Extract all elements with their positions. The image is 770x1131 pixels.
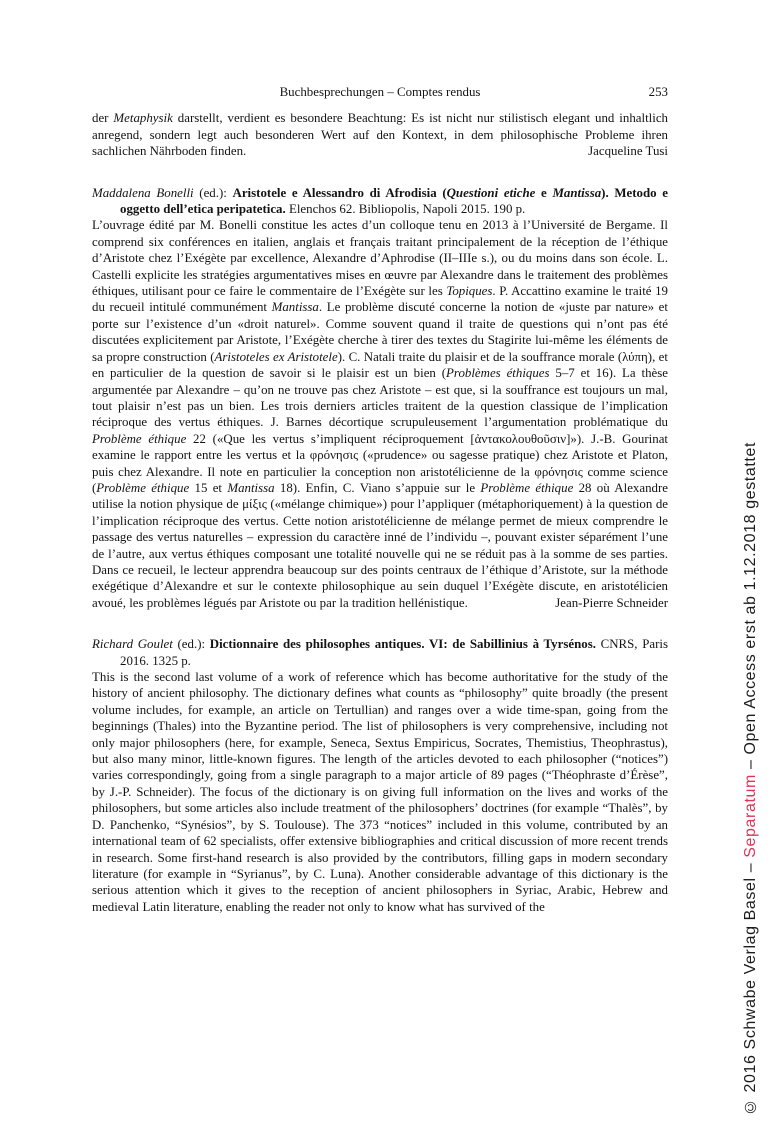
section-intro-review-end — [92, 110, 668, 159]
section-review-goulet — [92, 636, 668, 915]
page-number: 253 — [648, 85, 668, 99]
intro-paragraph: der Metaphysik darstellt, verdient es besondere Beachtung: Es ist nicht nur stilistisch elegant und inhaltlich anregend, sondern legt auch besonderen Wert auf den Kontext, in dem philosophische Probleme ihren sachlichen Nährboden finden. — [92, 111, 668, 159]
review-body-bonelli: L’ouvrage édité par M. Bonelli constitue les actes d’un colloque tenu en 2013 à l’Université de Bergame. Il comprend six conférences en italien, anglais et français traitant principalement de la réception de l’éthique d’Aristote chez l’Exégète par excellence, Alexandre d’Aphrodise (II–IIIe s.), ou du moins dans son école. L. Castelli explicite les stratégies argumentatives mises en œuvre par Alexandre dans le traitement des problèmes éthiques, utilisant pour ce faire le commentaire de l’Exégète sur les Topiques. P. Accattino examine le traité 19 du recueil intitulé communément Mantissa. Le problème discuté concerne la notion de «juste par nature» et porte sur l’existence d’un «droit naturel». Comme souvent quand il traite de questions qui n’ont pas été discutées explicitement par Aristote, l’Exégète cherche à tirer des textes du Stagirite lui-même les éléments de sa propre construction (Aristoteles ex Aristotele). C. Natali traite du plaisir et de la souffrance morale (λύπη), et en particulier de la question de savoir si le plaisir est un bien (Problèmes éthiques 5–7 et 16). La thèse argumentée par Alexandre – qu’on ne trouve pas chez Aristote – est que, si la souffrance est toujours un mal, tout plaisir n’est pas un bien. Les trois derniers articles traitent de la question classique de l’implication réciproque des vertus éthiques. J. Barnes décortique scrupuleusement l’argumentation problématique du Problème éthique 22 («Que les vertus s’impliquent réciproquement [ἀντακολουθοῦσιν]»). J.-B. Gourinat examine le rapport entre les vertus et la φρόνησις («prudence» ou sagesse pratique) chez Aristote et Platon, puis chez Alexandre. Il note en particulier la conception non aristotélicienne de la φρόνησις comme science (Problème éthique 15 et Mantissa 18). Enfin, C. Viano s’appuie sur le Problème éthique 28 où Alexandre utilise la notion physique de μίξις («mélange chimique») pour l’appliquer (métaphoriquement) à la question de l’implication réciproque des vertus. Cette notion aristotélicienne de mélange permet de mieux comprendre le passage des vertus naturelles – expression du caractère inné de l’individu –, pouvant exister séparément l’une de l’autre, aux vertus éthiques composant une totalité nouvelle qui ne se réduit pas à la somme de ses parties. Dans ce recueil, le lecteur apprendra beaucoup sur des points centraux de l’éthique d’Aristote, sur la méthode exégétique d’Alexandre et sur le contexte philosophique au sein duquel l’Exégète discute, en aristotélicien avoué, les problèmes légués par Aristote ou par la tradition hellénistique. — [92, 218, 669, 610]
page-content — [92, 84, 668, 915]
copyright-sidebar-separatum: Separatum — [742, 773, 759, 858]
reviewer-signature: Jacqueline Tusi — [588, 144, 668, 159]
section-review-bonelli — [92, 185, 668, 612]
running-header-title: Buchbesprechungen – Comptes rendus — [279, 85, 481, 99]
review-heading-bonelli: Maddalena Bonelli (ed.): Aristotele e Alessandro di Afrodisia (Questioni etiche e Mantissa). Metodo e oggetto dell’etica peripatetica. Elenchos 62. Bibliopolis, Napoli 2015. 190 p. — [92, 185, 668, 217]
review-body-goulet: This is the second last volume of a work of reference which has become authoritative for the study of the history of ancient philosophy. The dictionary defines what counts as “philosophy” quite broadly (the present volume includes, for example, an article on Tertullian) and ranges over a wide time-span, going from the beginnings (Thales) into the Byzantine period. The list of philosophers is very comprehensive, including not only major philosophers (here, for example, Seneca, Sextus Empiricus, Socrates, Themistius, Theophrastus), but also many minor, little-known figures. The length of the articles devoted to each philosopher (“notices”) varies correspondingly, going from a single paragraph to a major article of 89 pages (“Théophraste d’Érèse”, by J.-P. Schneider). The focus of the dictionary is on giving full information on the lives and works of the philosophers, but some articles also include treatment of the philosophers’ doctrines (for example “Thalès”, by D. Panchenko, “Synésios”, by S. Toulouse). The 373 “notices” included in this volume, contributed by an international team of 62 specialists, offer extensive bibliographies and critical discussion of more recent trends in research. Some first-hand research is also provided by the contributors, filling gaps in modern secondary literature (for example in “Syrianus”, by C. Luna). Another considerable advantage of this dictionary is the serious attention which it gives to the reception of ancient philosophers in Syriac, Arabic, Hebrew and medieval Latin literature, enabling the reader not only to know what has survived of the — [92, 670, 668, 914]
copyright-sidebar-suffix: – Open Access erst ab 1.12.2018 gestattet — [742, 441, 759, 774]
review-heading-goulet: Richard Goulet (ed.): Dictionnaire des philosophes antiques. VI: de Sabillinius à Tyrsénos. CNRS, Paris 2016. 1325 p. — [92, 637, 668, 668]
reviewer-signature: Jean-Pierre Schneider — [555, 595, 668, 610]
copyright-sidebar-prefix: © 2016 Schwabe Verlag Basel – — [742, 857, 759, 1115]
copyright-sidebar — [742, 442, 760, 1115]
running-header — [92, 84, 668, 100]
